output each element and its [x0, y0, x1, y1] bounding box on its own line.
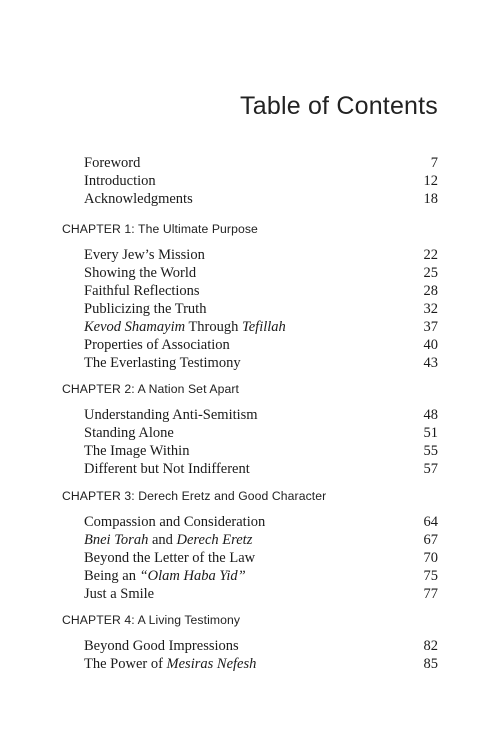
entry-page: 40: [423, 337, 438, 353]
page-title: Table of Contents: [240, 92, 438, 120]
toc-entry-foreword[interactable]: [84, 154, 438, 172]
entry-title: Beyond the Letter of the Law: [84, 550, 256, 566]
chapter-heading[interactable]: CHAPTER 1: The Ultimate Purpose: [62, 222, 258, 236]
entry-title: Compassion and Consideration: [84, 514, 266, 530]
chapter-3-section: [62, 488, 438, 603]
entry-page: 70: [423, 550, 438, 566]
entry-page: 28: [423, 283, 438, 299]
toc-entry[interactable]: [84, 531, 438, 549]
entry-title-text: The Power of: [84, 656, 167, 672]
toc-entry[interactable]: [84, 513, 438, 531]
entry-page: 55: [423, 443, 438, 459]
entry-title: Standing Alone: [84, 425, 174, 441]
entry-title: [84, 531, 252, 549]
toc-entry[interactable]: [84, 406, 438, 424]
toc-entry[interactable]: [84, 424, 438, 442]
entry-page: 57: [423, 461, 438, 477]
entry-title: Every Jew’s Mission: [84, 247, 205, 263]
chapter-4-section: [62, 612, 438, 673]
toc-entry[interactable]: [84, 300, 438, 318]
chapter-heading[interactable]: CHAPTER 2: A Nation Set Apart: [62, 382, 239, 396]
entry-title-text: Being an: [84, 568, 140, 584]
entry-page: 25: [423, 265, 438, 281]
entry-title: Beyond Good Impressions: [84, 638, 239, 654]
entry-page: 12: [423, 173, 438, 189]
toc-entry[interactable]: [84, 318, 438, 336]
entry-title: Foreword: [84, 155, 141, 171]
entry-page: 22: [423, 247, 438, 263]
toc-entry[interactable]: [84, 246, 438, 264]
front-matter-list: [84, 154, 438, 208]
entry-title-text: and: [148, 532, 177, 548]
chapter-heading[interactable]: CHAPTER 4: A Living Testimony: [62, 613, 241, 627]
entry-title-italic: Tefillah: [242, 319, 286, 335]
entry-title: [84, 655, 256, 673]
entry-page: 82: [423, 638, 438, 654]
entry-title-text: Through: [185, 319, 243, 335]
entry-title: Understanding Anti-Semitism: [84, 407, 258, 423]
entry-title-italic: Mesiras Nefesh: [166, 656, 257, 672]
toc-entry[interactable]: [84, 354, 438, 372]
entry-title: [84, 318, 286, 336]
toc-entry[interactable]: [84, 460, 438, 478]
entry-title: Acknowledgments: [84, 191, 193, 207]
entry-title-italic: “Olam Haba Yid”: [139, 568, 246, 584]
entry-page: 51: [423, 425, 438, 441]
toc-entry-acknowledgments[interactable]: [84, 190, 438, 208]
entry-title: Publicizing the Truth: [84, 301, 207, 317]
entry-title-italic: Derech Eretz: [176, 532, 253, 548]
chapter-1-section: [62, 221, 438, 372]
toc-entry[interactable]: [84, 442, 438, 460]
entry-title-italic: Bnei Torah: [84, 532, 149, 548]
entry-title: Faithful Reflections: [84, 283, 200, 299]
entry-page: 85: [423, 656, 438, 672]
entry-page: 7: [430, 155, 438, 171]
entry-page: 43: [423, 355, 438, 371]
entry-title: The Image Within: [84, 443, 190, 459]
entry-title: Different but Not Indifferent: [84, 461, 250, 477]
entry-page: 37: [423, 319, 438, 335]
toc-entry[interactable]: [84, 264, 438, 282]
entry-page: 67: [423, 532, 438, 548]
toc-entry[interactable]: [84, 585, 438, 603]
toc-entry[interactable]: [84, 637, 438, 655]
toc-entry[interactable]: [84, 567, 438, 585]
toc-entry[interactable]: [84, 655, 438, 673]
entry-page: 75: [423, 568, 438, 584]
toc-entry-introduction[interactable]: [84, 172, 438, 190]
entry-page: 18: [423, 191, 438, 207]
chapter-2-section: [62, 381, 438, 478]
toc-entry[interactable]: [84, 336, 438, 354]
entry-title: Just a Smile: [84, 586, 155, 602]
entry-title-italic: Kevod Shamayim: [84, 319, 186, 335]
entry-page: 64: [423, 514, 438, 530]
entry-title: Showing the World: [84, 265, 197, 281]
entry-title: Introduction: [84, 173, 156, 189]
toc-entry[interactable]: [84, 549, 438, 567]
toc-entry[interactable]: [84, 282, 438, 300]
entry-title: Properties of Association: [84, 337, 230, 353]
entry-title: [84, 567, 246, 585]
entry-page: 48: [423, 407, 438, 423]
entry-page: 77: [423, 586, 438, 602]
chapter-heading[interactable]: CHAPTER 3: Derech Eretz and Good Character: [62, 489, 327, 503]
entry-title: The Everlasting Testimony: [84, 355, 241, 371]
entry-page: 32: [423, 301, 438, 317]
